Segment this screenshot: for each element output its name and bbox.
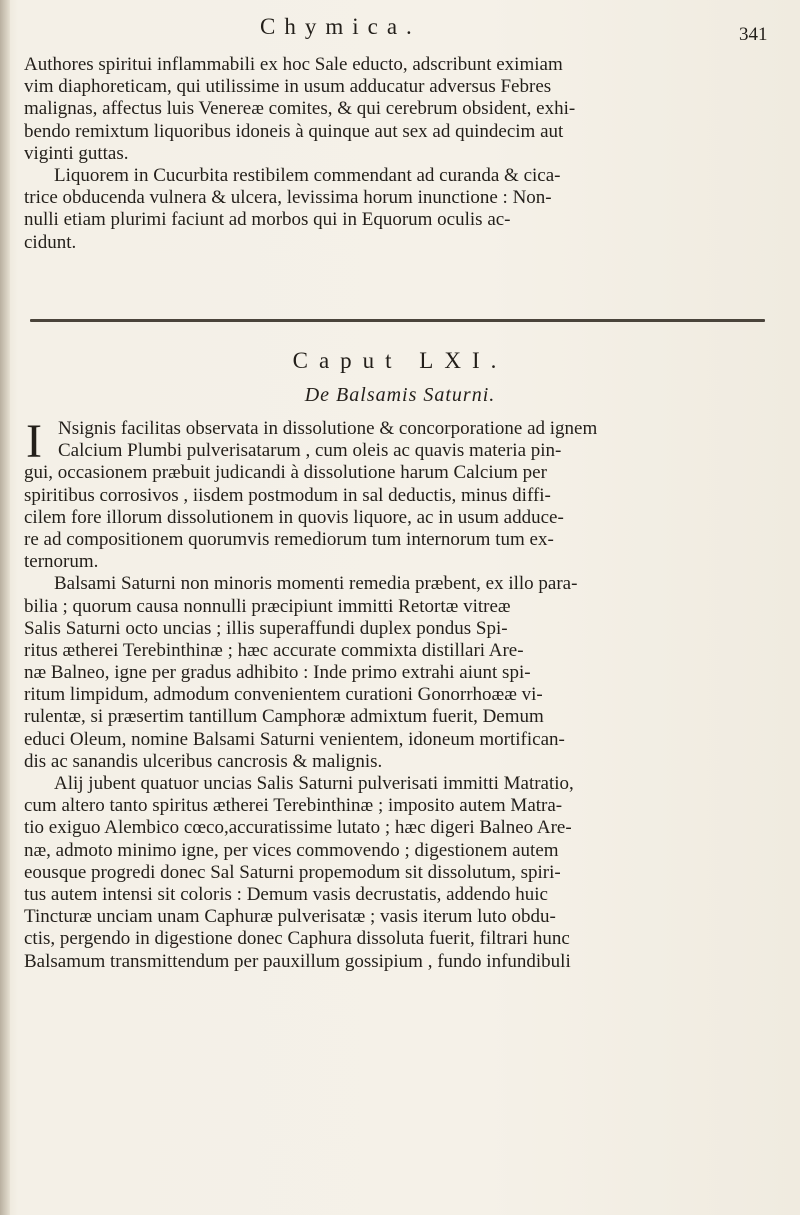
text-line: næ Balneo, igne per gradus adhibito : Inde primo extrahi aiunt spi-: [24, 662, 531, 684]
page-number: 341: [739, 24, 768, 45]
text-line: vim diaphoreticam, qui utilissime in usum adducatur adversus Febres: [24, 76, 552, 98]
text-line: spiritibus corrosivos , iisdem postmodum in sal deductis, minus diffi-: [24, 484, 551, 506]
text-line: cilem fore illorum dissolutionem in quovis liquore, ac in usum adduce-: [24, 506, 564, 528]
text-line: ritus ætherei Terebinthinæ ; hæc accurate commixta distillari Are-: [24, 639, 524, 661]
text-line: eousque progredi donec Sal Saturni propemodum sit dissolutum, spiri-: [24, 861, 561, 883]
text-line: bilia ; quorum causa nonnulli præcipiunt immitti Retortæ vitreæ: [24, 595, 511, 617]
text-line: Balsami Saturni non minoris momenti remedia præbent, ex illo para-: [54, 573, 578, 595]
text-line: Salis Saturni octo uncias ; illis superaffundi duplex pondus Spi-: [24, 617, 508, 639]
text-line: Balsamum transmittendum per pauxillum gossipium , fundo infundibuli: [24, 950, 571, 972]
text-line: nulli etiam plurimi faciunt ad morbos qui in Equorum oculis ac-: [24, 209, 511, 231]
chapter-body: [24, 415, 784, 973]
text-line: cidunt.: [24, 231, 77, 253]
text-line: malignas, affectus luis Venereæ comites, & qui cerebrum obsident, exhi-: [24, 98, 576, 120]
text-line: ctis, pergendo in digestione donec Caphura dissoluta fuerit, filtrari hunc: [24, 928, 570, 950]
chapter-heading: Caput LXI.: [292, 348, 508, 373]
text-line: tus autem intensi sit coloris : Demum vasis decrustatis, addendo huic: [24, 883, 548, 905]
text-line: Tincturæ unciam unam Caphuræ pulverisatæ ; vasis iterum luto obdu-: [24, 906, 556, 928]
text-line: educi Oleum, nomine Balsami Saturni venientem, idoneum mortifican-: [24, 728, 565, 750]
text-line: rulentæ, si præsertim tantillum Camphoræ admixtum fuerit, Demum: [24, 706, 544, 728]
text-line: gui, occasionem præbuit judicandi à dissolutione harum Calcium per: [24, 462, 547, 484]
intro-paragraphs: [24, 54, 784, 254]
text-line: Alij jubent quatuor uncias Salis Saturni pulverisati immitti Matratio,: [54, 773, 574, 794]
running-head-title: Chymica.: [260, 14, 421, 39]
text-line: Authores spiritui inflammabili ex hoc Sale educto, adscribunt eximiam: [24, 54, 563, 75]
text-line: re ad compositionem quorumvis remediorum tum internorum tum ex-: [24, 528, 554, 550]
page-binding-edge: [0, 0, 10, 1215]
text-line: cum altero tanto spiritus ætherei Terebinthinæ ; imposito autem Matra-: [24, 795, 563, 817]
text-line: Liquorem in Cucurbita restibilem commendant ad curanda & cica-: [54, 164, 561, 186]
text-line: Calcium Plumbi pulverisatarum , cum oleis ac quavis materia pin-: [58, 440, 562, 462]
drop-cap: I: [26, 415, 42, 468]
text-line: ritum limpidum, admodum convenientem curationi Gonorrhoææ vi-: [24, 684, 543, 706]
text-line: tio exiguo Alembico cœco,accuratissime lutato ; hæc digeri Balneo Are-: [24, 817, 572, 839]
text-line: Nsignis facilitas observata in dissolutione & concorporatione ad ignem: [58, 418, 598, 439]
chapter-subtitle: De Balsamis Saturni.: [304, 384, 496, 406]
text-line: trice obducenda vulnera & ulcera, levissima horum inunctione : Non-: [24, 187, 552, 209]
text-line: bendo remixtum liquoribus idoneis à quinque aut sex ad quindecim aut: [24, 120, 564, 142]
text-line: ternorum.: [24, 551, 99, 573]
text-line: dis ac sanandis ulceribus cancrosis & malignis.: [24, 750, 383, 772]
text-line: viginti guttas.: [24, 142, 129, 164]
text-line: næ, admoto minimo igne, per vices commovendo ; digestionem autem: [24, 839, 559, 861]
section-divider: [30, 319, 765, 322]
